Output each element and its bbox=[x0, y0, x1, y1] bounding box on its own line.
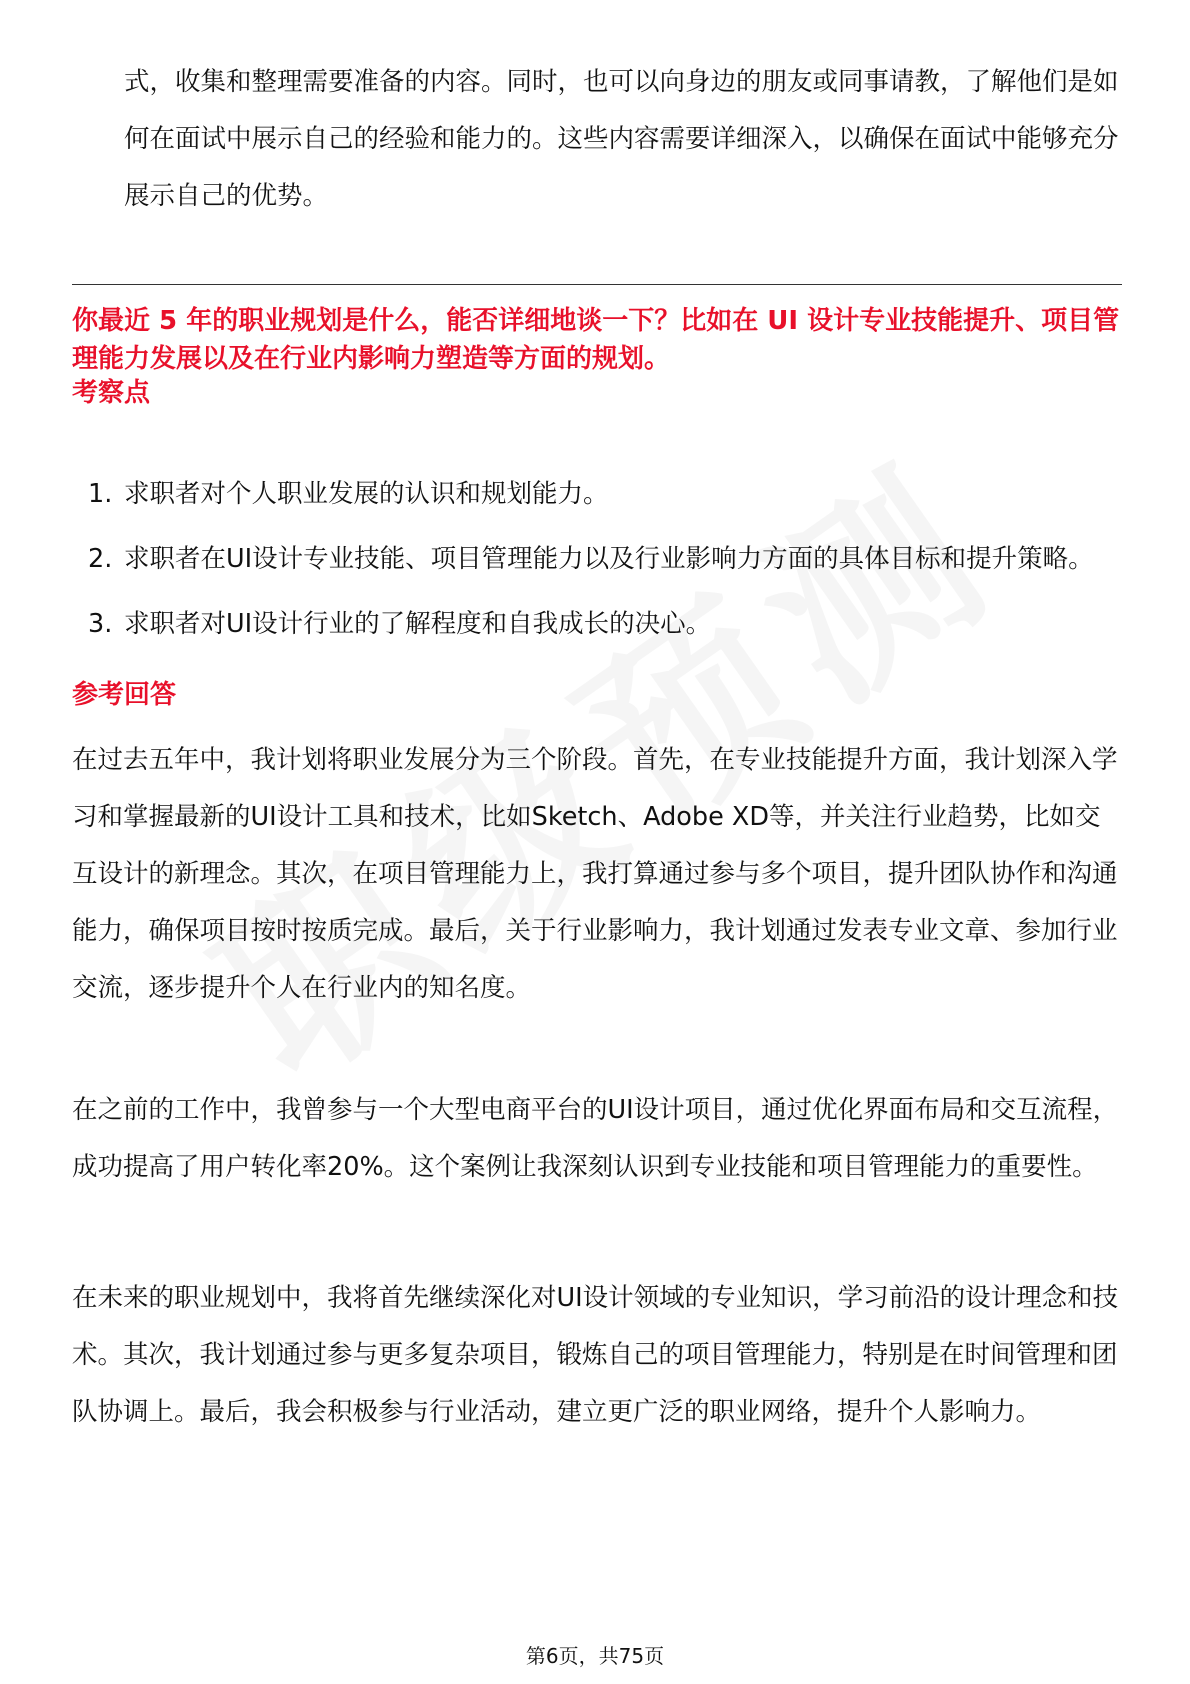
focus-list bbox=[72, 466, 1122, 653]
list-text: 求职者对UI设计行业的了解程度和自我成长的决心。 bbox=[124, 609, 712, 639]
list-item bbox=[72, 531, 1122, 588]
list-item bbox=[72, 466, 1122, 523]
section-divider bbox=[72, 284, 1122, 285]
top-paragraph: 式，收集和整理需要准备的内容。同时，也可以向身边的朋友或同事请教，了解他们是如何在面试中展示自己的经验和能力的。这些内容需要详细深入，以确保在面试中能够充分展示自己的优势。 bbox=[124, 67, 1119, 211]
question-title: 你最近 5 年的职业规划是什么，能否详细地谈一下？比如在 UI 设计专业技能提升、项目管理能力发展以及在行业内影响力塑造等方面的规划。 bbox=[72, 306, 1120, 374]
list-text: 求职者对个人职业发展的认识和规划能力。 bbox=[124, 479, 609, 509]
list-item bbox=[72, 596, 1122, 653]
list-number: 1. bbox=[88, 479, 113, 509]
list-number: 3. bbox=[88, 609, 113, 639]
list-text: 求职者在UI设计专业技能、项目管理能力以及行业影响力方面的具体目标和提升策略。 bbox=[124, 544, 1094, 574]
answer-heading: 参考回答 bbox=[72, 680, 177, 710]
page-footer: 第6页，共75页 bbox=[525, 1644, 665, 1668]
answer-paragraph: 在之前的工作中，我曾参与一个大型电商平台的UI设计项目，通过优化界面布局和交互流程，成功提高了用户转化率20%。这个案例让我深刻认识到专业技能和项目管理能力的重要性。 bbox=[72, 1095, 1119, 1182]
answer-paragraph: 在未来的职业规划中，我将首先继续深化对UI设计领域的专业知识，学习前沿的设计理念和技术。其次，我计划通过参与更多复杂项目，锻炼自己的项目管理能力，特别是在时间管理和团队协调上。最后，我会积极参与行业活动，建立更广泛的职业网络，提升个人影响力。 bbox=[72, 1283, 1119, 1427]
focus-heading: 考察点 bbox=[72, 378, 151, 408]
list-number: 2. bbox=[88, 544, 113, 574]
answer-paragraph: 在过去五年中，我计划将职业发展分为三个阶段。首先，在专业技能提升方面，我计划深入学习和掌握最新的UI设计工具和技术，比如Sketch、Adobe XD等，并关注行业趋势，比如交互设计的新理念。其次，在项目管理能力上，我打算通过参与多个项目，提升团队协作和沟通能力，确保项目按时按质完成。最后，关于行业影响力，我计划通过发表专业文章、参加行业交流，逐步提升个人在行业内的知名度。 bbox=[72, 745, 1118, 1003]
